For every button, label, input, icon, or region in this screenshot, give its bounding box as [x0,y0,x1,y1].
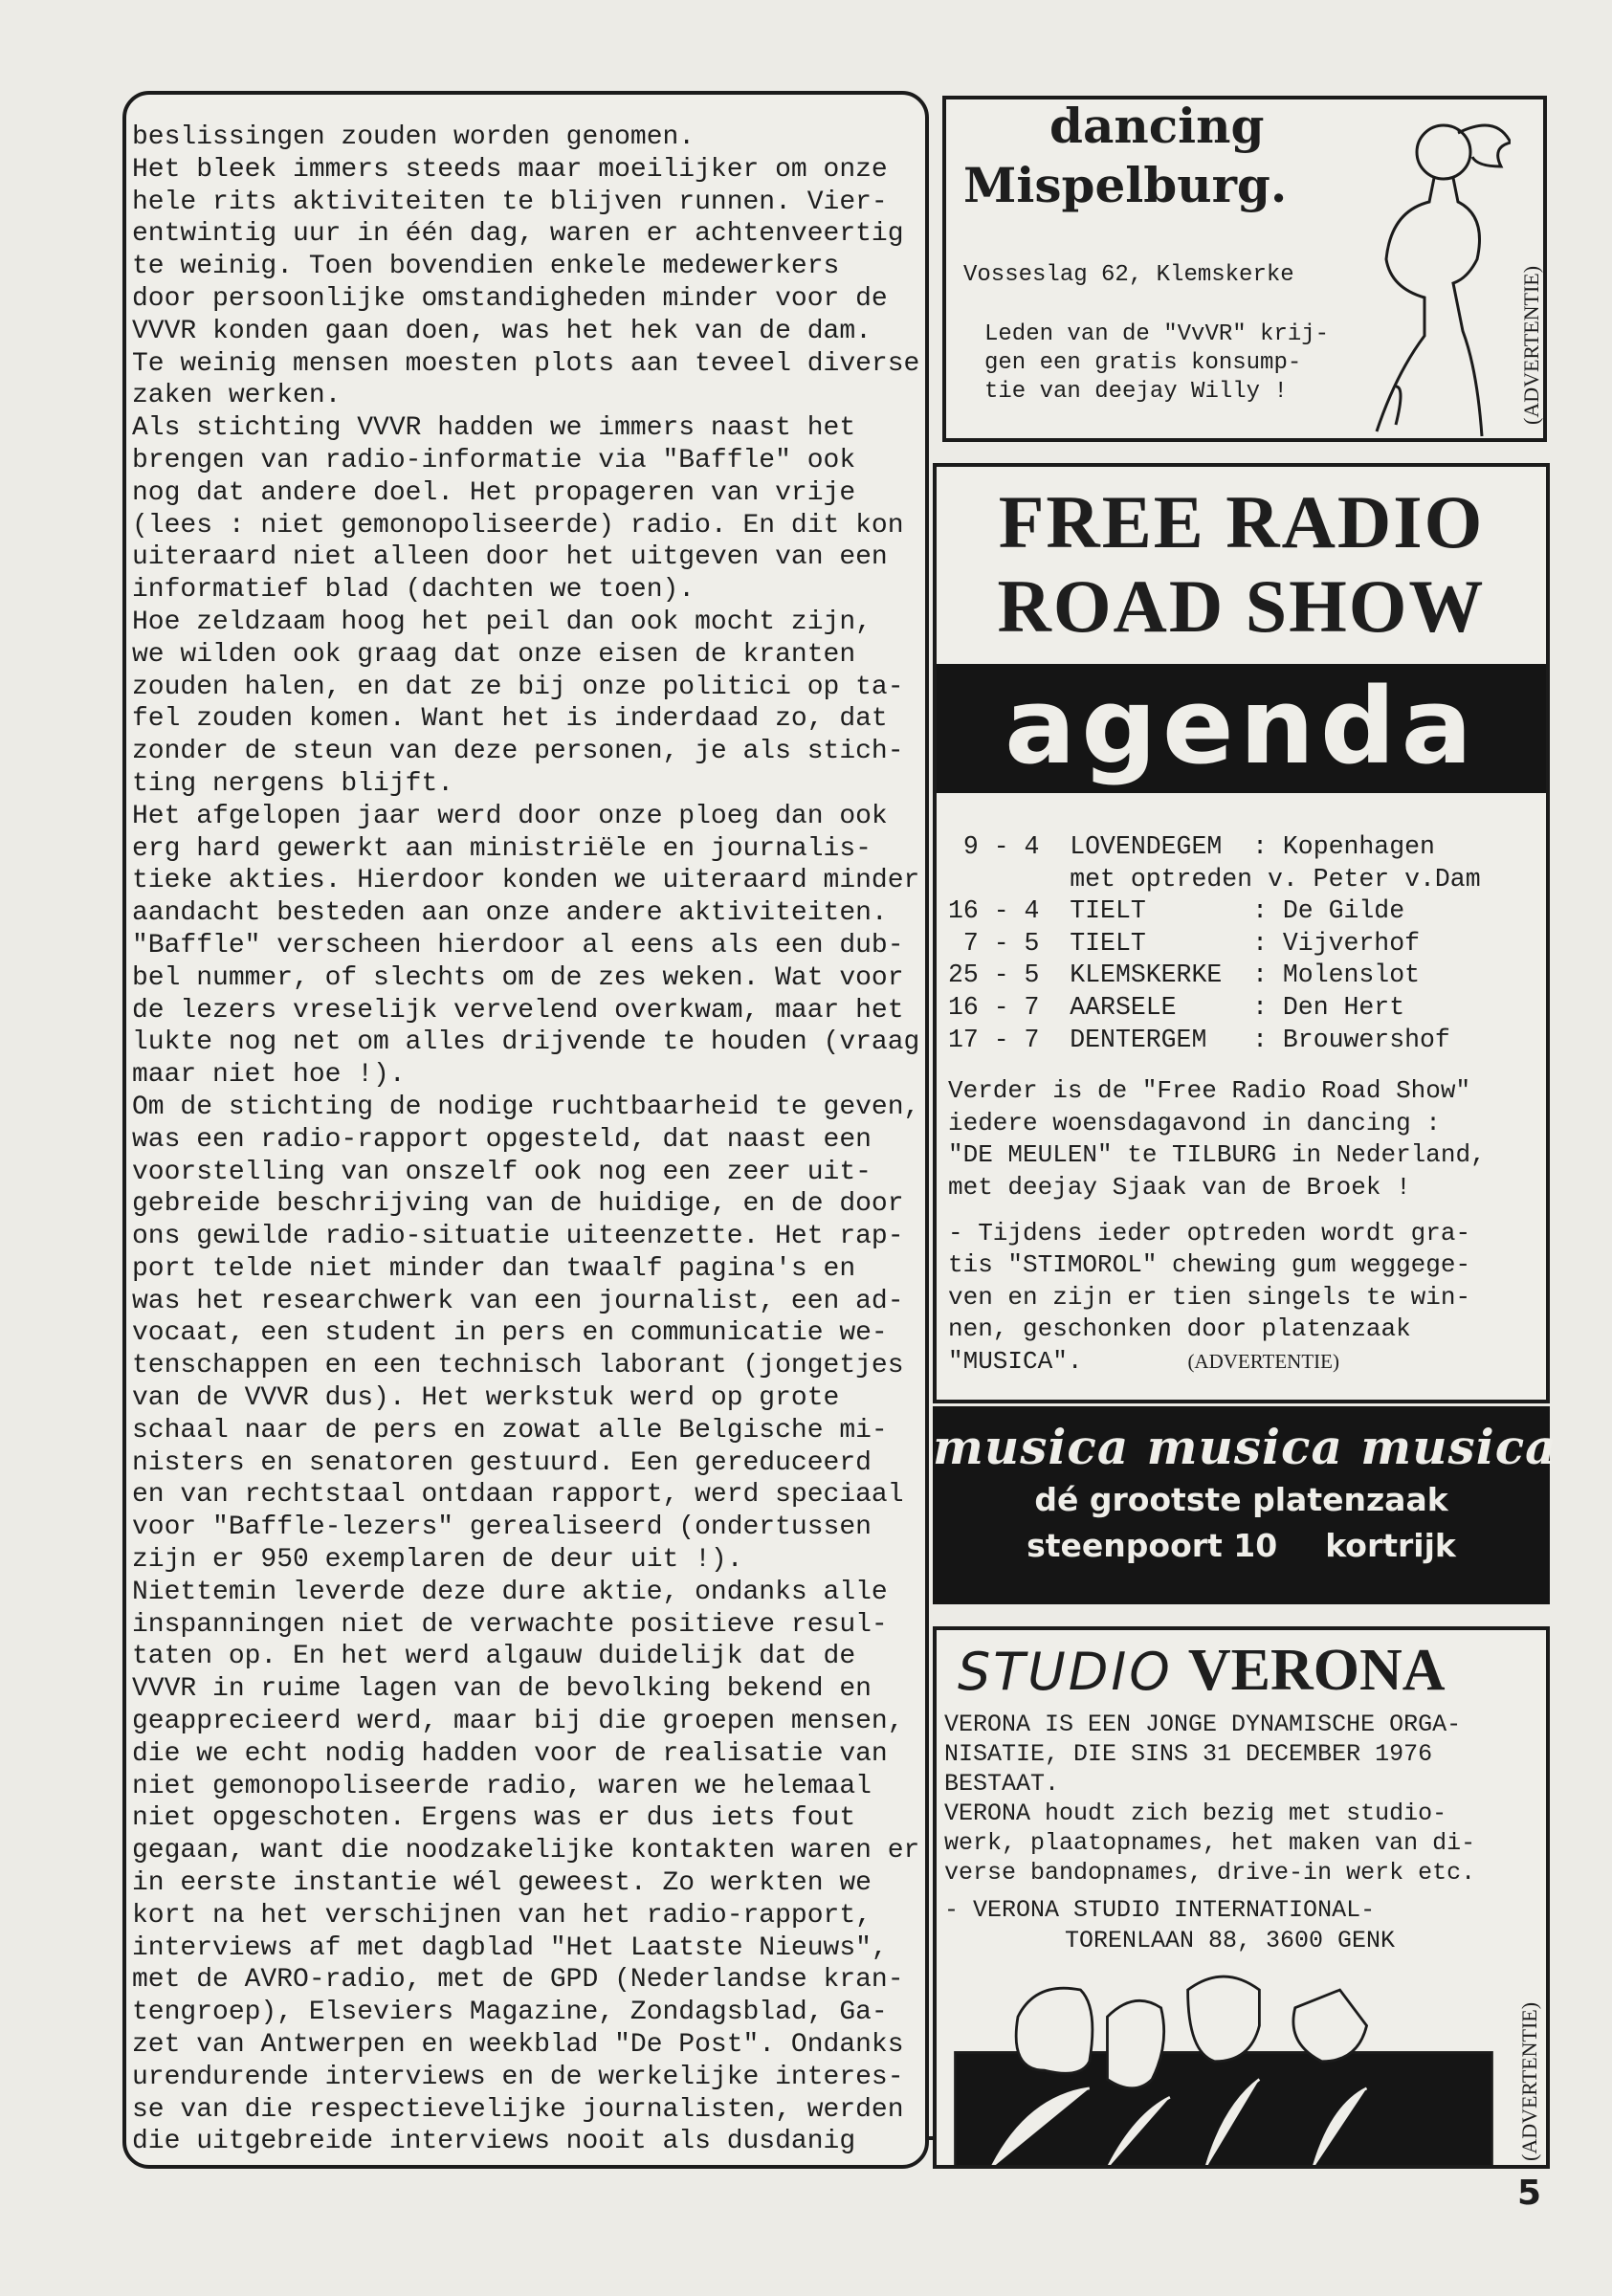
ad-city: kortrijk [1325,1527,1456,1564]
text-line: voor "Baffle-lezers" gerealiseerd (ondertussen [132,1512,872,1543]
text-line: vocaat, een student in pers en communicatie we- [132,1318,888,1349]
text-line: VVVR konden gaan doen, was het hek van de dam. [132,316,872,346]
text-line: voorstelling van onszelf ook nog een zeer uit- [132,1157,872,1187]
text-line: taten op. En het werd algauw duidelijk dat de [132,1642,856,1672]
agenda-row: 16 - 7 AARSELE : Den Hert [948,992,1405,1022]
ad-paragraph [937,1218,1546,1346]
ad-text: Leden van de "VvVR" krij- [984,321,1330,347]
text-line: door persoonlijke omstandigheden minder voor de [132,283,888,314]
text-line: hele rits aktiviteiten te blijven runnen. Vier- [132,187,888,217]
text-line: se van die respectievelijke journalisten, werden [132,2094,904,2125]
text-line: fel zouden komen. Want het is inderdaad zo, dat [132,704,888,735]
text-line: tenschappen en een technisch laborant (jongetjes [132,1351,904,1381]
advertentie-label: (ADVERTENTIE) [1187,1349,1339,1373]
text-line: (lees : niet gemonopoliseerde) radio. En dit kon [132,510,904,541]
text-line: zonder de steun van deze personen, je als stich- [132,737,904,767]
dancer-illustration [1367,109,1511,439]
ad-text: "MUSICA". [948,1346,1083,1376]
text-line: we wilden ook graag dat onze eisen de kranten [132,639,856,670]
text-line: te weinig. Toen bovendien enkele medewerkers [132,252,840,282]
text-line: die we echt nodig hadden voor de realisatie van [132,1738,888,1769]
title-bold: VERONA [1187,1638,1446,1703]
text-line: Hoe zeldzaam hoog het peil dan ook mocht zijn, [132,607,872,637]
text-line: was een radio-rapport opgesteld, dat naast een [132,1124,872,1155]
text-line: niet gemonopoliseerde radio, waren we helemaal [132,1771,872,1801]
article-column [122,91,929,2169]
text-line: niet opgeschoten. Ergens was er dus iets fout [132,1803,856,1834]
article-text [132,121,925,2158]
text-line: Als stichting VVVR hadden we immers naast het [132,413,856,444]
text-line: Het afgelopen jaar werd door onze ploeg dan ook [132,801,888,831]
agenda-row: 7 - 5 TIELT : Vijverhof [948,928,1421,958]
text-line: zaken werken. [132,381,342,411]
agenda-venue: De Gilde [1282,896,1405,926]
ad-text: gen een gratis konsump- [984,350,1302,376]
four-men-illustration [937,1963,1511,2169]
ad-tagline: dé grootste platenzaak [1034,1481,1448,1518]
text-line: - Tijdens ieder optreden wordt gra- [948,1218,1471,1247]
text-line: zet van Antwerpen en weekblad "De Post". Ondanks [132,2030,904,2061]
text-line: interviews af met dagblad "Het Laatste Nieuws", [132,1932,888,1963]
text-line: nisters en senatoren gestuurd. Een gereduceerd [132,1447,872,1478]
page-number: 5 [1517,2174,1542,2213]
text-line: "DE MEULEN" te TILBURG in Nederland, [948,1140,1486,1170]
agenda-date: 16 - 4 [948,896,1040,926]
text-line: maar niet hoe !). [132,1060,406,1091]
agenda-venue: Kopenhagen [1282,832,1435,861]
studio-verona-ad [933,1626,1550,2169]
text-line: ting nergens blijft. [132,768,454,799]
text-line: Te weinig mensen moesten plots aan teveel diverse [132,348,920,379]
agenda-place: AARSELE [1070,992,1238,1022]
text-line: werk, plaatopnames, het maken van di- [944,1829,1476,1857]
text-line: port telde niet minder dan twaalf pagina's en [132,1253,856,1284]
agenda-venue: Vijverhof [1282,928,1421,958]
agenda-date: 7 - 5 [948,928,1040,958]
text-line: tis "STIMOROL" chewing gum weggege- [948,1250,1471,1280]
text-line: beslissingen zouden worden genomen. [132,122,696,152]
text-line: zouden halen, en dat ze bij onze politici op ta- [132,672,904,702]
text-line: kort na het verschijnen van het radio-rapport, [132,1900,872,1931]
agenda-venue: Den Hert [1282,992,1405,1022]
ad-title: Mispelburg. [963,157,1288,213]
agenda-row [937,864,1546,896]
text-line: Het bleek immers steeds maar moeilijker om onze [132,154,888,185]
ad-address: steenpoort 10 [1027,1527,1278,1564]
agenda-date: 9 - 4 [948,832,1040,861]
ad-address: - VERONA STUDIO INTERNATIONAL- [944,1896,1376,1924]
text-line: erg hard gewerkt aan ministriële en journalis- [132,833,872,864]
ad-paragraph [937,1075,1546,1203]
ad-title: dancing [1049,98,1265,154]
text-line: zijn er 950 exemplaren de deur uit !). [132,1545,743,1576]
agenda-venue: Molenslot [1282,960,1421,990]
agenda-date: 17 - 7 [948,1025,1040,1054]
text-line: VERONA houdt zich bezig met studio- [944,1799,1447,1827]
ad-text: tie van deejay Willy ! [984,379,1288,405]
text-line: ven en zijn er tien singels te win- [948,1282,1471,1312]
text-line: informatief blad (dachten we toen). [132,575,696,606]
agenda-row: 25 - 5 KLEMSKERKE : Molenslot [948,960,1421,990]
text-line: was het researchwerk van een journalist, een ad- [132,1286,904,1316]
ad-address: TORENLAAN 88, 3600 GENK [1065,1927,1396,1954]
text-line: schaal naar de pers en zowat alle Belgische mi- [132,1415,888,1446]
agenda-date: 25 - 5 [948,960,1040,990]
text-line: lukte nog net om alles drijvende te houden (vraag [132,1027,920,1058]
title-italic: STUDIO [958,1642,1173,1702]
agenda-date [948,865,1039,894]
text-line: tengroep), Elseviers Magazine, Zondagsblad, Ga- [132,1998,888,2028]
ad-title: ROAD SHOW [997,564,1486,648]
text-line: nog dat andere doel. Het propageren van vrije [132,477,856,508]
text-line: die uitgebreide interviews nooit als dusdanig [132,2127,856,2157]
text-line: met de AVRO-radio, met de GPD (Nederlandse kran- [132,1965,904,1996]
text-line: geapprecieerd werd, maar bij die groepen mensen, [132,1707,904,1737]
agenda-place: TIELT [1070,928,1238,958]
text-line: met deejay Sjaak van de Broek ! [948,1172,1411,1202]
ad-paragraph-end [937,1346,1546,1379]
agenda-list [937,831,1546,1056]
text-line: ons gewilde radio-situatie uiteenzette. Het rap- [132,1222,904,1252]
text-line: entwintig uur in één dag, waren er achtenveertig [132,219,904,250]
text-line: gegaan, want die noodzakelijke kontakten waren er [132,1836,920,1866]
musica-logo: musica musica musica [933,1419,1557,1475]
musica-ad [933,1406,1557,1604]
agenda-row: 16 - 4 TIELT : De Gilde [948,896,1405,926]
text-line: brengen van radio-informatie via "Baffle" ook [132,445,856,475]
text-line: BESTAAT. [944,1770,1060,1798]
text-line: en van rechtstaal ontdaan rapport, werd speciaal [132,1480,904,1511]
text-line: de lezers vreselijk vervelend overkwam, maar het [132,995,904,1026]
agenda-place: LOVENDEGEM [1070,832,1238,861]
ad-address: Vosseslag 62, Klemskerke [963,262,1294,288]
text-line: Om de stichting de nodige ruchtbaarheid te geven, [132,1092,920,1122]
agenda-date: 16 - 7 [948,992,1040,1022]
text-line: uiteraard niet alleen door het uitgeven van een [132,542,888,573]
text-line: iedere woensdagavond in dancing : [948,1108,1441,1137]
text-line: Niettemin leverde deze dure aktie, ondanks alle [132,1577,888,1607]
text-line: NISATIE, DIE SINS 31 DECEMBER 1976 [944,1740,1433,1768]
text-line: bel nummer, of slechts om de zes weken. Wat voor [132,962,904,993]
agenda-row: 17 - 7 DENTERGEM : Brouwershof [948,1025,1450,1054]
text-line: urendurende interviews en de werkelijke interes- [132,2062,904,2092]
text-line: inspanningen niet de verwachte positieve resul- [132,1609,888,1640]
agenda-place: KLEMSKERKE [1070,960,1238,990]
agenda-place: met optreden v. Peter v.Dam [1070,864,1481,894]
text-line: aandacht besteden aan onze andere aktiviteiten. [132,898,888,929]
agenda-place: DENTERGEM [1070,1025,1238,1054]
text-line: Verder is de "Free Radio Road Show" [948,1076,1471,1106]
ad-title: FREE RADIO [998,480,1485,563]
text-line: "Baffle" verscheen hierdoor al eens als een dub- [132,930,904,960]
agenda-place: TIELT [1070,896,1238,926]
text-line: gebreide beschrijving van de huidige, en de door [132,1189,904,1220]
text-line: verse bandopnames, drive-in werk etc. [944,1859,1476,1887]
text-line: in eerste instantie wél geweest. Zo werkten we [132,1868,872,1899]
agenda-row: 9 - 4 LOVENDEGEM : Kopenhagen [948,832,1435,861]
text-line: van de VVVR dus). Het werkstuk werd op grote [132,1383,840,1414]
advertentie-label: (ADVERTENTIE) [1517,2001,1541,2161]
text-line: VERONA IS EEN JONGE DYNAMISCHE ORGA- [944,1711,1462,1738]
dancing-mispelburg-ad [942,96,1547,442]
text-line: tieke akties. Hierdoor konden we uiteraard minder [132,866,920,896]
text-line: nen, geschonken door platenzaak [948,1314,1411,1344]
agenda-venue: Brouwershof [1282,1025,1450,1054]
text-line: VVVR in ruime lagen van de bevolking bekend en [132,1674,872,1705]
ad-title [958,1636,1446,1720]
agenda-banner: agenda [937,664,1546,793]
free-radio-road-show-ad [933,463,1550,1403]
advertentie-label: (ADVERTENTIE) [1519,265,1543,425]
